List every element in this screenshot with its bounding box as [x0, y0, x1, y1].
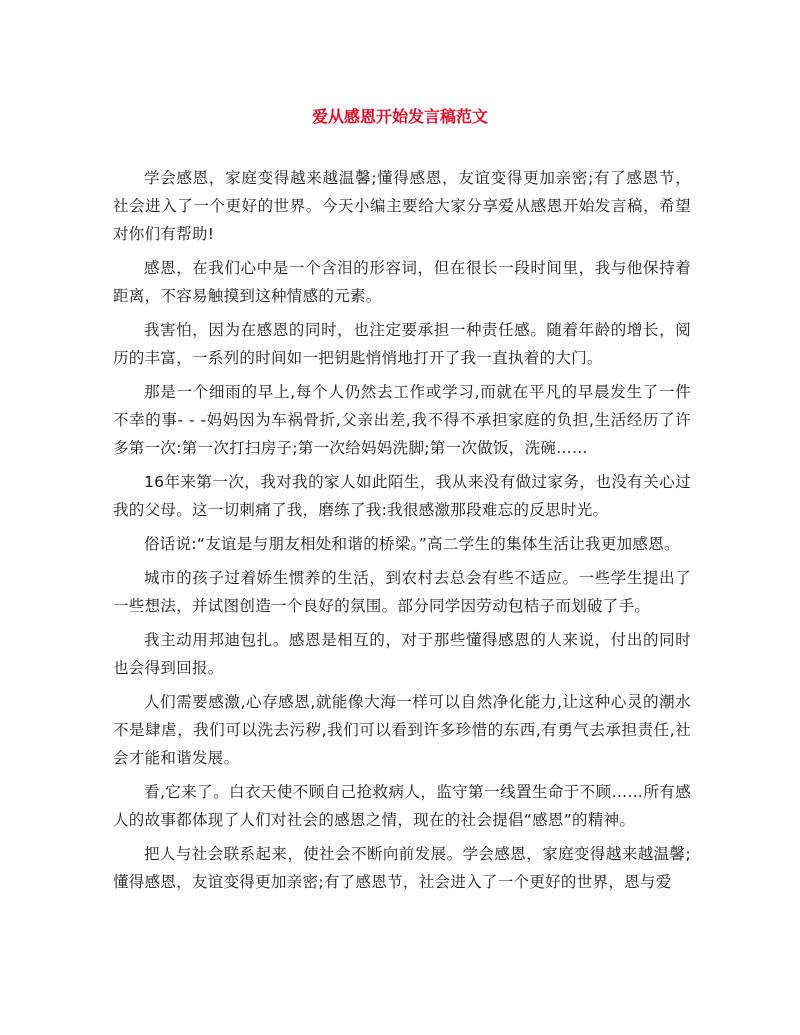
paragraph: 人们需要感激,心存感恩,就能像大海一样可以自然净化能力,让这种心灵的潮水不是肆虐，我们可以洗去污秽,我们可以看到许多珍惜的东西,有勇气去承担责任,社会才能和谐发展。	[113, 693, 691, 767]
document-body	[113, 164, 691, 902]
paragraph: 看,它来了。白衣天使不顾自己抢救病人，监守第一线置生命于不顾……所有感人的故事都体现了人们对社会的感恩之情，现在的社会提倡“感恩”的精神。	[113, 783, 691, 829]
paragraph: 16年来第一次，我对我的家人如此陌生，我从来没有做过家务，也没有关心过我的父母。这一切刺痛了我，磨练了我:我很感激那段难忘的反思时光。	[113, 473, 691, 519]
paragraph: 我主动用邦迪包扎。感恩是相互的，对于那些懂得感恩的人来说，付出的同时也会得到回报。	[113, 631, 691, 677]
paragraph: 把人与社会联系起来，使社会不断向前发展。学会感恩，家庭变得越来越温馨;懂得感恩，友谊变得更加亲密;有了感恩节，社会进入了一个更好的世界，恩与爱	[113, 845, 691, 891]
paragraph: 俗话说:“友谊是与朋友相处和谐的桥梁。”高二学生的集体生活让我更加感恩。	[144, 535, 680, 553]
paragraph: 我害怕，因为在感恩的同时，也注定要承担一种责任感。随着年龄的增长，阅历的丰富，一系列的时间如一把钥匙悄悄地打开了我一直执着的大门。	[113, 321, 691, 367]
paragraph: 那是一个细雨的早上,每个人仍然去工作或学习,而就在平凡的早晨发生了一件不幸的事- - -妈妈因为车祸骨折,父亲出差,我不得不承担家庭的负担,生活经历了许多第一次:第一次打扫房子;第一次给妈妈洗脚;第一次做饭，洗碗……	[113, 383, 691, 457]
paragraph: 学会感恩，家庭变得越来越温馨;懂得感恩，友谊变得更加亲密;有了感恩节，社会进入了一个更好的世界。今天小编主要给大家分享爱从感恩开始发言稿，希望对你们有帮助!	[113, 169, 691, 243]
document-title: 爱从感恩开始发言稿范文	[311, 107, 488, 126]
paragraph: 城市的孩子过着娇生惯养的生活，到农村去总会有些不适应。一些学生提出了一些想法，并试图创造一个良好的氛围。部分同学因劳动包桔子而划破了手。	[113, 569, 691, 615]
paragraph: 感恩，在我们心中是一个含泪的形容词，但在很长一段时间里，我与他保持着距离，不容易触摸到这种情感的元素。	[113, 259, 691, 305]
